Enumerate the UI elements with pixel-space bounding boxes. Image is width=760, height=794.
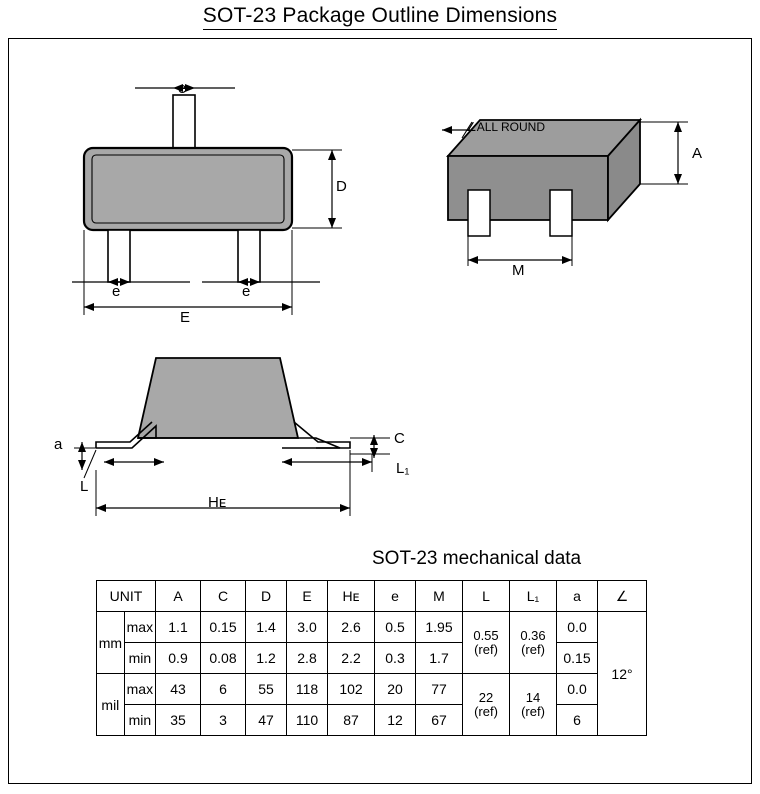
cell-mm-min-D: 1.2 <box>246 643 287 674</box>
header-unit: UNIT <box>97 581 156 612</box>
label-top-e: e <box>178 80 187 97</box>
cell-mil-L-value: 22 <box>478 689 494 705</box>
header-D: D <box>246 581 287 612</box>
label-front-a: a <box>54 436 63 453</box>
header-L: L <box>463 581 510 612</box>
cell-mm-min-A: 0.9 <box>156 643 201 674</box>
cell-mm-L-value: 0.55 <box>473 627 499 643</box>
cell-mil-max-D: 55 <box>246 674 287 705</box>
cell-mil-max-M: 77 <box>416 674 463 705</box>
cell-mil-max-E: 118 <box>287 674 328 705</box>
cell-mil-min-a: 6 <box>557 705 598 736</box>
cell-mil-max-e: 20 <box>375 674 416 705</box>
cell-minmax-mil-max: max <box>124 674 155 705</box>
cell-unit-mm: mm <box>97 612 125 674</box>
cell-mm-L1-ref: (ref) <box>521 641 545 657</box>
cell-mm-max-HE: 2.6 <box>328 612 375 643</box>
cell-mil-max-C: 6 <box>201 674 246 705</box>
front-view-drawing <box>54 330 440 565</box>
cell-mil-min-M: 67 <box>416 705 463 736</box>
label-front-HE: Hᴇ <box>208 494 227 511</box>
cell-mm-max-a: 0.0 <box>557 612 598 643</box>
label-front-C: C <box>394 430 405 447</box>
cell-mm-max-C: 0.15 <box>201 612 246 643</box>
cell-mm-min-C: 0.08 <box>201 643 246 674</box>
table-row <box>97 674 647 705</box>
cell-mm-max-E: 3.0 <box>287 612 328 643</box>
cell-minmax-mm-max: max <box>124 612 155 643</box>
table-header-row <box>97 581 647 612</box>
header-A: A <box>156 581 201 612</box>
header-L1: L₁ <box>510 581 557 612</box>
top-view-drawing <box>60 60 400 345</box>
cell-mil-max-a: 0.0 <box>557 674 598 705</box>
cell-mm-L1-value: 0.36 <box>520 627 546 643</box>
label-bottom-E: E <box>180 309 191 326</box>
cell-mm-L-ref: (ref) <box>474 641 498 657</box>
cell-mil-L1-ref: (ref) <box>521 703 545 719</box>
label-bottom-e-right: e <box>242 283 251 300</box>
cell-angle: 12° <box>598 612 647 736</box>
cell-unit-mil: mil <box>97 674 125 736</box>
page-title <box>0 4 760 28</box>
cell-mm-min-E: 2.8 <box>287 643 328 674</box>
cell-mil-min-D: 47 <box>246 705 287 736</box>
cell-mm-min-M: 1.7 <box>416 643 463 674</box>
header-M: M <box>416 581 463 612</box>
cell-mil-max-HE: 102 <box>328 674 375 705</box>
cell-mm-min-e: 0.3 <box>375 643 416 674</box>
cell-mm-max-D: 1.4 <box>246 612 287 643</box>
cell-mil-min-e: 12 <box>375 705 416 736</box>
cell-mm-L1 <box>510 612 557 674</box>
top-view-svg <box>60 60 400 340</box>
cell-mm-L <box>463 612 510 674</box>
cell-mil-L <box>463 674 510 736</box>
label-front-L1: L₁ <box>396 460 410 477</box>
mechanical-data-table <box>96 580 647 736</box>
cell-mil-max-A: 43 <box>156 674 201 705</box>
label-top-D: D <box>336 178 347 195</box>
table-row <box>97 643 647 674</box>
cell-mm-max-e: 0.5 <box>375 612 416 643</box>
mechanical-data-title: SOT-23 mechanical data <box>372 548 582 569</box>
cell-mm-min-HE: 2.2 <box>328 643 375 674</box>
header-angle: ∠ <box>598 581 647 612</box>
cell-mil-L-ref: (ref) <box>474 703 498 719</box>
cell-mm-min-a: 0.15 <box>557 643 598 674</box>
header-e: e <box>375 581 416 612</box>
header-C: C <box>201 581 246 612</box>
cell-minmax-mm-min: min <box>124 643 155 674</box>
cell-mil-min-A: 35 <box>156 705 201 736</box>
cell-mil-min-C: 3 <box>201 705 246 736</box>
label-side-M: M <box>512 262 525 279</box>
label-bottom-e-left: e <box>112 283 121 300</box>
cell-mm-max-M: 1.95 <box>416 612 463 643</box>
table-row <box>97 705 647 736</box>
cell-mm-max-A: 1.1 <box>156 612 201 643</box>
isometric-view-drawing <box>400 60 720 315</box>
label-front-L: L <box>80 478 89 495</box>
table-row <box>97 612 647 643</box>
cell-minmax-mil-min: min <box>124 705 155 736</box>
cell-mil-min-E: 110 <box>287 705 328 736</box>
cell-mil-L1 <box>510 674 557 736</box>
page-title-text: SOT-23 Package Outline Dimensions <box>203 4 557 30</box>
cell-mil-L1-value: 14 <box>525 689 541 705</box>
header-a: a <box>557 581 598 612</box>
cell-mil-min-HE: 87 <box>328 705 375 736</box>
header-E: E <box>287 581 328 612</box>
header-HE: Hᴇ <box>328 581 375 612</box>
label-all-round: ∠ALL ROUND <box>466 120 545 134</box>
isometric-view-svg <box>400 60 720 310</box>
label-side-A: A <box>692 145 703 162</box>
front-view-svg <box>60 330 440 560</box>
